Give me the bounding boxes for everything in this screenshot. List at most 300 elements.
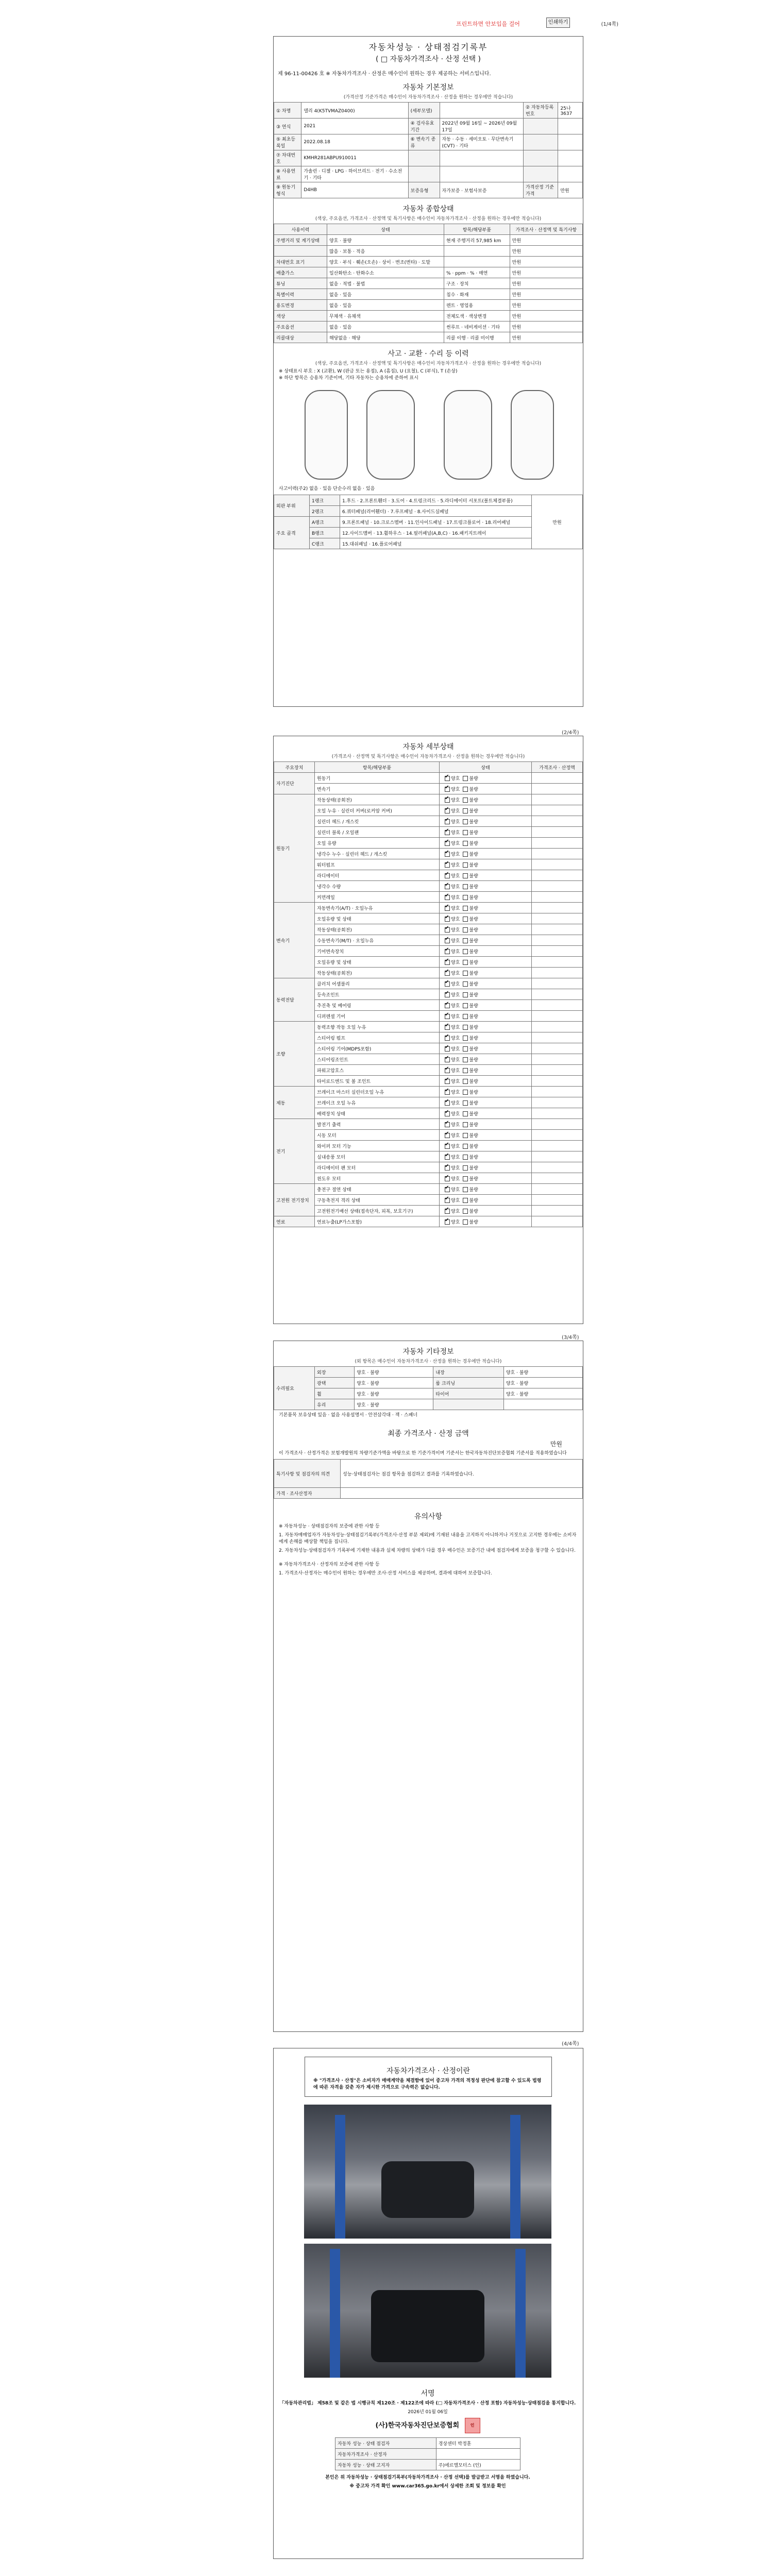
detail-item: 변속기 bbox=[315, 784, 440, 794]
detail-item: 충전구 절연 상태 bbox=[315, 1184, 440, 1195]
state-bad: 불량 bbox=[469, 938, 478, 944]
status-cell: 현재 주행거리 57,985 km bbox=[444, 235, 510, 246]
state-ok: 양호 bbox=[451, 949, 460, 955]
detail-item: 냉각수 누수 · 실린더 헤드 / 개스킷 bbox=[315, 849, 440, 859]
record-page-3 bbox=[273, 1341, 583, 2032]
detail-group: 원동기 bbox=[274, 794, 315, 903]
status-cell: 만원 bbox=[510, 311, 582, 321]
checkbox-checked-icon bbox=[445, 917, 450, 922]
checkbox-icon bbox=[463, 808, 468, 814]
detail-item: 와이퍼 모터 기능 bbox=[315, 1141, 440, 1151]
checkbox-checked-icon bbox=[445, 1165, 450, 1171]
checkbox-icon bbox=[463, 927, 468, 933]
basic-info-row bbox=[274, 134, 583, 150]
basic-info-row bbox=[274, 103, 583, 118]
status-cell: 썬루프 · 네비게이션 · 기타 bbox=[444, 321, 510, 332]
detail-state bbox=[440, 1000, 532, 1011]
detail-row bbox=[274, 1054, 583, 1065]
state-bad: 불량 bbox=[469, 981, 478, 987]
detail-price bbox=[532, 903, 583, 913]
status-row bbox=[274, 235, 583, 246]
signer-role: 자동차가격조사 · 산정자 bbox=[335, 2449, 436, 2460]
checkbox-icon bbox=[463, 1165, 468, 1171]
status-cell: 용도변경 bbox=[274, 300, 327, 311]
detail-row bbox=[274, 957, 583, 968]
status-row bbox=[274, 321, 583, 332]
status-cell: 리콜대상 bbox=[274, 332, 327, 343]
detail-price bbox=[532, 773, 583, 784]
state-ok: 양호 bbox=[451, 906, 460, 911]
checkbox-checked-icon bbox=[445, 1046, 450, 1052]
vehicle-front bbox=[381, 2161, 474, 2218]
detail-group: 변속기 bbox=[274, 903, 315, 978]
detail-row bbox=[274, 773, 583, 784]
state-ok: 양호 bbox=[451, 1068, 460, 1074]
detail-item: 라디에이터 팬 모터 bbox=[315, 1162, 440, 1173]
detail-item: 파워고압호스 bbox=[315, 1065, 440, 1076]
lift-post bbox=[335, 2115, 345, 2239]
other-info-cell: 양호 · 불량 bbox=[355, 1367, 433, 1378]
price-lookup-link[interactable]: ※ 중고차 가격 확인 www.car365.go.kr에서 상세한 조회 및 정보를 확인 bbox=[349, 2484, 506, 2489]
detail-row bbox=[274, 1076, 583, 1087]
frame-parts: 9.프론트패널 · 10.크로스멤버 · 11.인사이드패널 · 17.트렁크플로어 · 18.리어패널 bbox=[340, 517, 532, 528]
status-cell: 해당없음 · 해당 bbox=[327, 332, 444, 343]
basic-info-cell bbox=[558, 118, 583, 134]
basic-info-cell: ④ 검사유효기간 bbox=[408, 118, 440, 134]
other-info-cell: 휠 bbox=[315, 1388, 355, 1399]
detail-price bbox=[532, 978, 583, 989]
detail-price bbox=[532, 881, 583, 892]
top-bar bbox=[273, 15, 618, 32]
status-cell: 튜닝 bbox=[274, 278, 327, 289]
state-bad: 불량 bbox=[469, 1111, 478, 1117]
status-cell: 만원 bbox=[510, 332, 582, 343]
detail-state bbox=[440, 946, 532, 957]
detail-item: 브레이크 오일 누유 bbox=[315, 1097, 440, 1108]
detail-price bbox=[532, 816, 583, 827]
page-number: (4/4쪽) bbox=[562, 2041, 579, 2047]
record-page-2 bbox=[273, 736, 583, 1324]
detail-row bbox=[274, 1119, 583, 1130]
detail-item: 워터펌프 bbox=[315, 859, 440, 870]
detail-item: 오일 누유 · 실린더 커버(로커암 커버) bbox=[315, 805, 440, 816]
checkbox-checked-icon bbox=[445, 808, 450, 814]
checkbox-icon bbox=[463, 895, 468, 900]
status-row bbox=[274, 257, 583, 267]
other-info-cell: 양호 · 불량 bbox=[503, 1367, 582, 1378]
state-bad: 불량 bbox=[469, 1176, 478, 1182]
status-cell: 없음 · 있음 bbox=[327, 289, 444, 300]
other-info-cell: 양호 · 불량 bbox=[503, 1378, 582, 1388]
price-explain-text: ※ "가격조사 · 산정"은 소비자가 매매계약을 체결함에 있어 중고차 가격의 적정성 판단에 참고할 수 있도록 법령에 따른 자격을 갖춘 자가 제시한 가격으로 구속력은 없습니다. bbox=[313, 2078, 542, 2090]
signer-role: 자동차 성능 · 상태 점검자 bbox=[335, 2438, 436, 2449]
basic-info-cell: 자가보증 · 보험사보증 bbox=[440, 182, 523, 198]
detail-item: 브레이크 마스터 실린더오일 누유 bbox=[315, 1087, 440, 1097]
state-ok: 양호 bbox=[451, 841, 460, 846]
state-ok: 양호 bbox=[451, 1133, 460, 1139]
checkbox-icon bbox=[463, 1122, 468, 1127]
signer-name: 주)에르엘모터스 (인) bbox=[436, 2460, 520, 2470]
state-bad: 불량 bbox=[469, 992, 478, 998]
checkbox-icon bbox=[463, 776, 468, 781]
detail-state bbox=[440, 881, 532, 892]
state-ok: 양호 bbox=[451, 1176, 460, 1182]
basic-info-cell: 델리 4(K5TVMAZ0400) bbox=[301, 103, 408, 118]
other-info-row bbox=[274, 1388, 583, 1399]
basic-info-cell: ⑤ 최초등록일 bbox=[274, 134, 301, 150]
detail-state bbox=[440, 1141, 532, 1151]
detail-price bbox=[532, 1195, 583, 1206]
checkbox-icon bbox=[463, 819, 468, 824]
status-subtitle: (색상, 주요옵션, 가격조사 · 산정액 및 특기사항은 매수인이 자동차가격조사 · 산정을 원하는 경우에만 적습니다) bbox=[315, 216, 542, 222]
final-price-unit: 만원 bbox=[550, 1440, 562, 1448]
detail-state bbox=[440, 849, 532, 859]
detail-item: 디퍼렌셜 기어 bbox=[315, 1011, 440, 1022]
detail-row bbox=[274, 1097, 583, 1108]
state-bad: 불량 bbox=[469, 841, 478, 846]
state-ok: 양호 bbox=[451, 1144, 460, 1149]
other-info-cell: 내장 bbox=[433, 1367, 503, 1378]
state-ok: 양호 bbox=[451, 927, 460, 933]
basic-info-cell: ⑦ 차대번호 bbox=[274, 150, 301, 166]
checkbox-checked-icon bbox=[445, 841, 450, 846]
checkbox-checked-icon bbox=[445, 971, 450, 976]
state-ok: 양호 bbox=[451, 1057, 460, 1063]
detail-row bbox=[274, 1108, 583, 1119]
state-bad: 불량 bbox=[469, 1198, 478, 1204]
status-header-cell: 가격조사 · 산정액 및 특기사항 bbox=[510, 224, 582, 235]
detail-row bbox=[274, 935, 583, 946]
inspector-opinion: 성능·상태점검자는 점검 항목을 점검하고 결과를 기록하였습니다. bbox=[341, 1460, 583, 1488]
status-row bbox=[274, 311, 583, 321]
accident-question: 사고이력(주2) 없음 · 있음 단순수리 없음 · 있음 bbox=[279, 486, 375, 492]
checkbox-checked-icon bbox=[445, 949, 450, 954]
detail-item: 클러치 어셈블리 bbox=[315, 978, 440, 989]
basic-info-cell bbox=[523, 118, 558, 134]
checkbox-icon bbox=[463, 1003, 468, 1008]
detail-table bbox=[274, 761, 583, 1227]
inspection-photo-rear bbox=[304, 2244, 551, 2378]
other-info-cell: 광택 bbox=[315, 1378, 355, 1388]
detail-header-cell: 주요장치 bbox=[274, 762, 315, 773]
detail-row bbox=[274, 827, 583, 838]
checkbox-checked-icon bbox=[445, 787, 450, 792]
signature-statement: 「자동차관리법」 제58조 및 같은 법 시행규칙 제120조 · 제122조에 따라 (□ 자동차가격조사 · 산정 포함) 자동차성능·상태점검을 통지합니다. bbox=[279, 2401, 576, 2406]
association-label: (사)한국자동차진단보증협회 bbox=[375, 2421, 460, 2430]
detail-item: 실내송풍 모터 bbox=[315, 1151, 440, 1162]
detail-state bbox=[440, 1173, 532, 1184]
detail-price bbox=[532, 1184, 583, 1195]
state-bad: 불량 bbox=[469, 1122, 478, 1128]
car-side-right bbox=[511, 390, 554, 480]
state-ok: 양호 bbox=[451, 1165, 460, 1171]
basic-info-row bbox=[274, 150, 583, 166]
detail-state bbox=[440, 1011, 532, 1022]
detail-row bbox=[274, 946, 583, 957]
detail-row bbox=[274, 881, 583, 892]
checkbox-icon bbox=[463, 1209, 468, 1214]
checkbox-checked-icon bbox=[445, 1079, 450, 1084]
detail-row bbox=[274, 1022, 583, 1032]
detail-item: 동력조향 작동 오일 누유 bbox=[315, 1022, 440, 1032]
checkbox-checked-icon bbox=[445, 960, 450, 965]
status-cell: 없음 · 있음 bbox=[327, 300, 444, 311]
detail-item: 스티어링 기어(MDPS포함) bbox=[315, 1043, 440, 1054]
detail-price bbox=[532, 957, 583, 968]
detail-title: 자동차 세부상태 bbox=[402, 743, 454, 751]
checkbox-icon bbox=[463, 1079, 468, 1084]
state-ok: 양호 bbox=[451, 992, 460, 998]
detail-row bbox=[274, 989, 583, 1000]
state-bad: 불량 bbox=[469, 1025, 478, 1030]
detail-row bbox=[274, 1216, 583, 1227]
page-number: (2/4쪽) bbox=[562, 730, 579, 736]
status-cell: 만원 bbox=[510, 267, 582, 278]
state-ok: 양호 bbox=[451, 981, 460, 987]
basic-info-cell: ② 자동차등록번호 bbox=[523, 103, 558, 118]
detail-state bbox=[440, 978, 532, 989]
status-cell: 없음 · 적법 · 불법 bbox=[327, 278, 444, 289]
notice-item: 1. 가격조사·산정자는 매수인이 원하는 경우에만 조사·산정 서비스를 제공하며, 결과에 대하여 보증합니다. bbox=[279, 1571, 492, 1576]
basic-info-cell bbox=[523, 166, 558, 182]
detail-row bbox=[274, 1032, 583, 1043]
status-header-cell: 사용이력 bbox=[274, 224, 327, 235]
detail-price bbox=[532, 1000, 583, 1011]
state-bad: 불량 bbox=[469, 808, 478, 814]
detail-state bbox=[440, 794, 532, 805]
detail-price bbox=[532, 794, 583, 805]
checkbox-icon bbox=[463, 1111, 468, 1116]
detail-state bbox=[440, 1130, 532, 1141]
checkbox-checked-icon bbox=[445, 1068, 450, 1073]
state-bad: 불량 bbox=[469, 927, 478, 933]
basic-info-cell bbox=[558, 166, 583, 182]
detail-price bbox=[532, 968, 583, 978]
detail-header-cell: 항목/해당부품 bbox=[315, 762, 440, 773]
state-ok: 양호 bbox=[451, 1155, 460, 1160]
checkbox-icon bbox=[463, 981, 468, 987]
document-title: 자동차성능 · 상태점검기록부 bbox=[368, 42, 488, 52]
status-row bbox=[274, 289, 583, 300]
state-ok: 양호 bbox=[451, 1219, 460, 1225]
checkbox-checked-icon bbox=[445, 1122, 450, 1127]
detail-item: 자동변속기(A/T) · 오일누유 bbox=[315, 903, 440, 913]
state-ok: 양호 bbox=[451, 1209, 460, 1214]
state-ok: 양호 bbox=[451, 1090, 460, 1095]
status-cell: 만원 bbox=[510, 257, 582, 267]
detail-price bbox=[532, 1141, 583, 1151]
status-cell: 만원 bbox=[510, 300, 582, 311]
detail-row bbox=[274, 805, 583, 816]
detail-state bbox=[440, 1195, 532, 1206]
state-ok: 양호 bbox=[451, 808, 460, 814]
checkbox-checked-icon bbox=[445, 1100, 450, 1106]
repair-needed-label: 수리필요 bbox=[274, 1367, 315, 1410]
basic-info-cell bbox=[523, 134, 558, 150]
detail-header-cell: 가격조사 · 산정액 bbox=[532, 762, 583, 773]
detail-price bbox=[532, 924, 583, 935]
state-ok: 양호 bbox=[451, 1187, 460, 1193]
status-title: 자동차 종합상태 bbox=[402, 205, 454, 213]
state-ok: 양호 bbox=[451, 1079, 460, 1084]
state-bad: 불량 bbox=[469, 1219, 478, 1225]
signer-name bbox=[436, 2449, 520, 2460]
other-info-row bbox=[274, 1378, 583, 1388]
status-cell: 침수 · 화재 bbox=[444, 289, 510, 300]
detail-row bbox=[274, 1195, 583, 1206]
price-label: 가격 · 조사산정자 bbox=[274, 1488, 341, 1499]
detail-price bbox=[532, 1108, 583, 1119]
detail-item: 원동기 bbox=[315, 773, 440, 784]
state-bad: 불량 bbox=[469, 1187, 478, 1193]
car-top-front bbox=[366, 390, 415, 480]
basic-items: 기본품목 보유상태 있음 · 없음 사용설명서 · 안전삼각대 · 잭 · 스패너 bbox=[279, 1413, 417, 1418]
checkbox-checked-icon bbox=[445, 1003, 450, 1008]
detail-price bbox=[532, 1130, 583, 1141]
state-bad: 불량 bbox=[469, 1046, 478, 1052]
checkbox-checked-icon bbox=[445, 1198, 450, 1203]
other-info-cell bbox=[433, 1399, 503, 1410]
checkbox-icon bbox=[463, 1198, 468, 1203]
detail-state bbox=[440, 1043, 532, 1054]
detail-price bbox=[532, 1173, 583, 1184]
page-number: (3/4쪽) bbox=[562, 1335, 579, 1341]
other-info-cell: 양호 · 불량 bbox=[355, 1388, 433, 1399]
car-diagram bbox=[294, 385, 562, 483]
checkbox-icon bbox=[463, 1057, 468, 1062]
status-cell bbox=[444, 257, 510, 267]
detail-state bbox=[440, 827, 532, 838]
other-info-row bbox=[274, 1367, 583, 1378]
detail-state bbox=[440, 968, 532, 978]
status-cell: 만원 bbox=[510, 235, 582, 246]
basic-info-cell: KMHR281ABPU910011 bbox=[301, 150, 408, 166]
detail-state bbox=[440, 957, 532, 968]
checkbox-checked-icon bbox=[445, 884, 450, 889]
price-explain-title: 자동차가격조사 · 산정이란 bbox=[386, 2067, 470, 2075]
state-bad: 불량 bbox=[469, 917, 478, 922]
checkbox-icon bbox=[463, 830, 468, 835]
detail-state bbox=[440, 859, 532, 870]
association-name bbox=[275, 2418, 580, 2433]
other-info-cell: 타이어 bbox=[433, 1388, 503, 1399]
checkbox-icon bbox=[463, 1014, 468, 1019]
detail-state bbox=[440, 1097, 532, 1108]
checkbox-icon bbox=[463, 1187, 468, 1192]
final-price-title: 최종 가격조사 · 산정 금액 bbox=[388, 1430, 469, 1438]
detail-item: 연료누출(LP가스포함) bbox=[315, 1216, 440, 1227]
detail-price bbox=[532, 1065, 583, 1076]
basic-info-cell: (세부모델) bbox=[408, 103, 440, 118]
detail-state bbox=[440, 870, 532, 881]
state-ok: 양호 bbox=[451, 895, 460, 901]
checkbox-checked-icon bbox=[445, 1025, 450, 1030]
detail-row bbox=[274, 1184, 583, 1195]
state-ok: 양호 bbox=[451, 960, 460, 965]
state-bad: 불량 bbox=[469, 776, 478, 782]
checkbox-icon bbox=[463, 938, 468, 943]
detail-state bbox=[440, 1184, 532, 1195]
detail-item: 오일유량 및 상태 bbox=[315, 957, 440, 968]
checkbox-icon bbox=[463, 1176, 468, 1181]
detail-row bbox=[274, 859, 583, 870]
detail-price bbox=[532, 1097, 583, 1108]
checkbox-checked-icon bbox=[445, 873, 450, 878]
detail-price bbox=[532, 805, 583, 816]
status-cell: 많음 · 보통 · 적음 bbox=[327, 246, 444, 257]
state-bad: 불량 bbox=[469, 873, 478, 879]
basic-info-cell: ③ 연식 bbox=[274, 118, 301, 134]
state-bad: 불량 bbox=[469, 819, 478, 825]
car-top-rear bbox=[444, 390, 492, 480]
frame-rank: B랭크 bbox=[310, 528, 340, 538]
detail-price bbox=[532, 827, 583, 838]
checkbox-icon bbox=[463, 1144, 468, 1149]
detail-price bbox=[532, 989, 583, 1000]
checkbox-icon bbox=[463, 841, 468, 846]
price-explain-box bbox=[305, 2057, 552, 2097]
detail-price bbox=[532, 1087, 583, 1097]
status-cell: 만원 bbox=[510, 246, 582, 257]
detail-state bbox=[440, 935, 532, 946]
detail-row bbox=[274, 870, 583, 881]
checkbox-icon bbox=[463, 1068, 468, 1073]
basic-info-cell: 2022년 09월 16일 ~ 2026년 09월 17일 bbox=[440, 118, 523, 134]
state-bad: 불량 bbox=[469, 1209, 478, 1214]
detail-state bbox=[440, 1022, 532, 1032]
basic-info-cell: ⑨ 원동기형식 bbox=[274, 182, 301, 198]
state-bad: 불량 bbox=[469, 1057, 478, 1063]
vehicle-rear bbox=[371, 2290, 484, 2362]
other-info-row bbox=[274, 1399, 583, 1410]
detail-row bbox=[274, 1011, 583, 1022]
detail-item: 작동상태(공회전) bbox=[315, 794, 440, 805]
state-bad: 불량 bbox=[469, 960, 478, 965]
other-info-cell: 양호 · 불량 bbox=[355, 1378, 433, 1388]
checkbox-checked-icon bbox=[445, 1155, 450, 1160]
basic-info-cell bbox=[558, 150, 583, 166]
detail-item: 오일 유량 bbox=[315, 838, 440, 849]
state-ok: 양호 bbox=[451, 1100, 460, 1106]
inspector-label: 특기사항 및 점검자의 의견 bbox=[274, 1460, 341, 1488]
basic-info-table bbox=[274, 102, 583, 198]
detail-item: 실린더 블록 / 오일팬 bbox=[315, 827, 440, 838]
basic-info-cell bbox=[558, 134, 583, 150]
basic-info-cell bbox=[408, 166, 440, 182]
state-ok: 양호 bbox=[451, 971, 460, 976]
checkbox-checked-icon bbox=[445, 1090, 450, 1095]
print-button[interactable]: 인쇄하기 bbox=[546, 18, 570, 28]
detail-price bbox=[532, 935, 583, 946]
status-cell: 주요옵션 bbox=[274, 321, 327, 332]
print-notice: 프린트하면 안보입을 걸어 bbox=[456, 21, 520, 27]
state-bad: 불량 bbox=[469, 1133, 478, 1139]
state-bad: 불량 bbox=[469, 971, 478, 976]
detail-row bbox=[274, 1162, 583, 1173]
detail-header-cell: 상태 bbox=[440, 762, 532, 773]
checkbox-checked-icon bbox=[445, 927, 450, 933]
checkbox-checked-icon bbox=[445, 852, 450, 857]
status-cell: 차대번호 표기 bbox=[274, 257, 327, 267]
frame-rank: A랭크 bbox=[310, 517, 340, 528]
detail-group: 고전원 전기장치 bbox=[274, 1184, 315, 1216]
price-opinion bbox=[341, 1488, 583, 1499]
detail-row bbox=[274, 978, 583, 989]
other-info-cell bbox=[503, 1399, 582, 1410]
state-bad: 불량 bbox=[469, 1165, 478, 1171]
status-cell: 배출가스 bbox=[274, 267, 327, 278]
checkbox-icon bbox=[463, 949, 468, 954]
